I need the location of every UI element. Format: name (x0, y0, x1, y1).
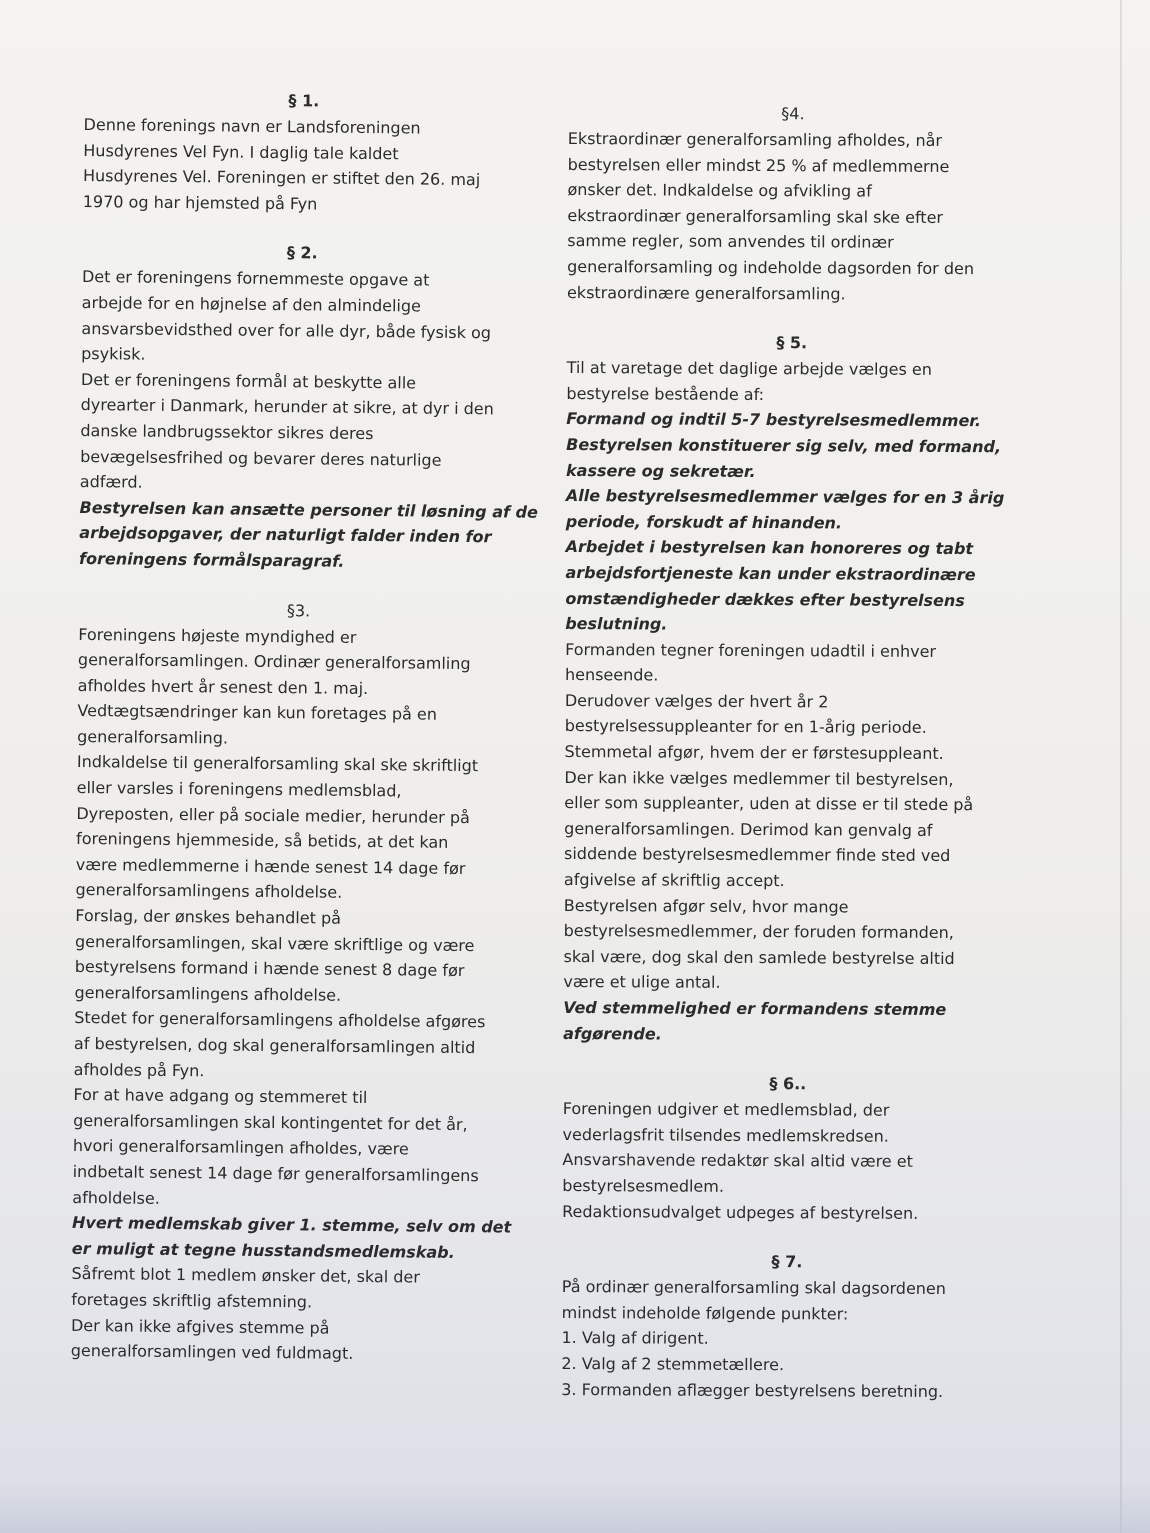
page-bottom-shadow (0, 1480, 1150, 1533)
text-line: Til at varetage det daglige arbejde vælges en (566, 358, 932, 380)
text-line: Ekstraordinær generalforsamling afholdes, når (567, 128, 943, 150)
text-line: 1. Valg af dirigent. (561, 1328, 709, 1349)
text-line: 3. Formanden aflægger bestyrelsens beretning. (561, 1379, 944, 1401)
text-line: Formanden tegner foreningen udadtil i enhver (565, 639, 937, 661)
text-line: Der kan ikke afgives stemme på (70, 1315, 330, 1338)
text-line: På ordinær generalforsamling skal dagsordenen (561, 1277, 946, 1299)
paragraph-section (83, 86, 524, 219)
emphasized-text-line: Formand og indtil 5-7 bestyrelsesmedlemmer. (566, 409, 982, 431)
text-line: generalforsamlingens afholdelse. (74, 982, 342, 1005)
section-heading: §4. (781, 104, 805, 124)
paragraph-section (78, 238, 538, 576)
text-line: 1970 og har hjemsted på Fyn (82, 191, 318, 214)
text-line: Denne forenings navn er Landsforeningen (83, 114, 421, 138)
section-heading: § 6.. (769, 1074, 807, 1094)
text-line: være et ulige antal. (563, 972, 721, 993)
text-line: generalforsamlingen. Ordinær generalforsamling (77, 650, 471, 674)
text-line: Der kan ikke vælges medlemmer til bestyrelsen, (564, 767, 954, 789)
text-line: eller som suppleanter, uden at disse er til stede på (564, 793, 974, 815)
emphasized-text-line: periode, forskudt af hinanden. (565, 511, 843, 533)
section-heading: § 5. (776, 333, 808, 353)
text-line: generalforsamlingens afholdelse. (75, 880, 343, 903)
text-line: bestyrelse bestående af: (566, 383, 765, 404)
text-line: vederlagsfrit tilsendes medlemskredsen. (562, 1124, 889, 1146)
text-line: afholdes på Fyn. (73, 1059, 205, 1080)
emphasized-text-line: kassere og sekretær. (566, 460, 756, 481)
text-line: Stedet for generalforsamlingens afholdelse afgøres (74, 1008, 486, 1032)
text-line: bevægelsesfrihed og bevarer deres naturlige (80, 446, 442, 470)
emphasized-text-line: Bestyrelsen kan ansætte personer til løsning af de (79, 497, 538, 522)
text-line: Husdyrenes Vel Fyn. I daglig tale kaldet (83, 140, 399, 163)
paper-edge (1120, 0, 1122, 1533)
left-column (70, 86, 538, 1392)
text-line: ansvarsbevidsthed over for alle dyr, både fysisk og (81, 318, 492, 342)
text-line: Bestyrelsen afgør selv, hvor mange (563, 895, 849, 917)
text-line: afholdes hvert år senest den 1. maj. (77, 675, 369, 698)
text-line: generalforsamlingen skal kontingentet for det år, (73, 1110, 468, 1134)
text-line: Vedtægtsændringer kan kun foretages på en (77, 701, 438, 725)
text-line: bestyrelsen eller mindst 25 % af medlemmerne (567, 154, 950, 176)
text-line: Dyreposten, eller på sociale medier, herunder på (76, 803, 470, 827)
text-line: eller varsles i foreningens medlemsblad, (76, 778, 402, 801)
text-line: afgivelse af skriftlig accept. (563, 870, 785, 891)
text-line: Foreningen udgiver et medlemsblad, der (562, 1099, 890, 1120)
paragraph-section (563, 329, 1017, 1048)
text-line: dyrearter i Danmark, herunder at sikre, at dyr i den (80, 395, 494, 419)
text-line: afholdelse. (72, 1187, 160, 1208)
text-line: være medlemmerne i hænde senest 14 dage før (75, 854, 466, 878)
text-line: henseende. (564, 665, 659, 685)
text-line: Såfremt blot 1 medlem ønsker det, skal der (71, 1264, 420, 1287)
paragraph-section (561, 1248, 1012, 1404)
text-line: 2. Valg af 2 stemmetællere. (561, 1353, 785, 1375)
emphasized-text-line: Alle bestyrelsesmedlemmer vælges for en 3 årig (565, 486, 1005, 508)
text-line: siddende bestyrelsesmedlemmer finde sted ved (564, 844, 951, 866)
text-line: samme regler, som anvendes til ordinær (567, 231, 894, 253)
text-line: ekstraordinære generalforsamling. (566, 282, 846, 304)
text-line: af bestyrelsen, dog skal generalforsamlingen altid (73, 1033, 476, 1058)
text-line: bestyrelsesmedlem. (562, 1175, 725, 1196)
section-heading: § 7. (771, 1252, 803, 1272)
section-heading: §3. (286, 600, 311, 620)
text-line: arbejde for en højnelse af den almindelige (81, 292, 422, 316)
emphasized-text-line: omstændigheder dækkes efter bestyrelsens (565, 588, 965, 610)
text-line: foreningens hjemmeside, så betids, at det kan (76, 829, 449, 853)
section-heading: § 1. (288, 91, 320, 111)
emphasized-text-line: Hvert medlemskab giver 1. stemme, selv om det (71, 1213, 512, 1237)
text-line: generalforsamling. (77, 726, 229, 748)
text-line: danske landbrugssektor sikres deres (80, 420, 374, 443)
emphasized-text-line: Arbejdet i bestyrelsen kan honoreres og tabt (565, 537, 974, 559)
text-line: ønsker det. Indkaldelse og afvikling af (567, 180, 872, 201)
text-line: hvori generalforsamlingen afholdes, være (72, 1136, 409, 1159)
text-line: generalforsamlingen. Derimod kan genvalg af (564, 818, 933, 840)
text-line: bestyrelsesmedlemmer, der foruden formanden, (563, 921, 954, 943)
text-line: Det er foreningens formål at beskytte alle (80, 369, 417, 393)
text-line: bestyrelsens formand i hænde senest 8 dage før (74, 957, 465, 981)
text-line: Foreningens højeste myndighed er (78, 624, 357, 647)
text-line: Indkaldelse til generalforsamling skal ske skriftligt (76, 752, 479, 776)
text-line: indbetalt senest 14 dage før generalforsamlingens (72, 1161, 479, 1186)
text-line: generalforsamlingen ved fuldmagt. (70, 1341, 354, 1364)
text-line: generalforsamling og indeholde dagsorden for den (567, 256, 975, 279)
paragraph-section (71, 595, 519, 1368)
emphasized-text-line: Ved stemmelighed er formandens stemme (563, 997, 947, 1019)
emphasized-text-line: Bestyrelsen konstituerer sig selv, med formand, (566, 434, 1002, 457)
text-line: psykisk. (81, 344, 146, 364)
text-line: Ansvarshavende redaktør skal altid være et (562, 1150, 913, 1172)
section-heading: § 2. (286, 243, 318, 263)
emphasized-text-line: er muligt at tegne husstandsmedlemskab. (71, 1238, 455, 1262)
text-line: Det er foreningens fornemmeste opgave at (81, 267, 430, 291)
text-line: Husdyrenes Vel. Foreningen er stiftet den 26. maj (82, 166, 481, 190)
text-line: Stemmetal afgør, hvem der er førstesuppleant. (564, 742, 944, 764)
text-line: adfærd. (79, 472, 143, 492)
text-line: mindst indeholde følgende punkter: (561, 1302, 849, 1324)
emphasized-text-line: foreningens formålsparagraf. (78, 548, 345, 571)
right-column (561, 100, 1018, 1428)
text-line: Derudover vælges der hvert år 2 (564, 690, 829, 712)
emphasized-text-line: arbejdsfortjeneste kan under ekstraordinære (565, 562, 976, 585)
text-line: Redaktionsudvalget udpeges af bestyrelsen. (562, 1201, 919, 1223)
text-line: For at have adgang og stemmeret til (73, 1085, 368, 1108)
text-line: bestyrelsessuppleanter for en 1-årig periode. (564, 716, 927, 738)
paragraph-section (562, 1070, 1013, 1226)
text-line: generalforsamlingen, skal være skriftlige og være (74, 931, 475, 955)
paragraph-section (567, 100, 1018, 308)
text-line: foretages skriftlig afstemning. (71, 1289, 313, 1312)
text-line: Forslag, der ønskes behandlet på (75, 905, 342, 928)
emphasized-text-line: beslutning. (565, 614, 668, 634)
text-line: ekstraordinær generalforsamling skal ske efter (567, 205, 944, 227)
emphasized-text-line: arbejdsopgaver, der naturligt falder inden for (79, 523, 492, 547)
emphasized-text-line: afgørende. (563, 1023, 662, 1044)
text-line: skal være, dog skal den samlede bestyrelse altid (563, 946, 955, 968)
